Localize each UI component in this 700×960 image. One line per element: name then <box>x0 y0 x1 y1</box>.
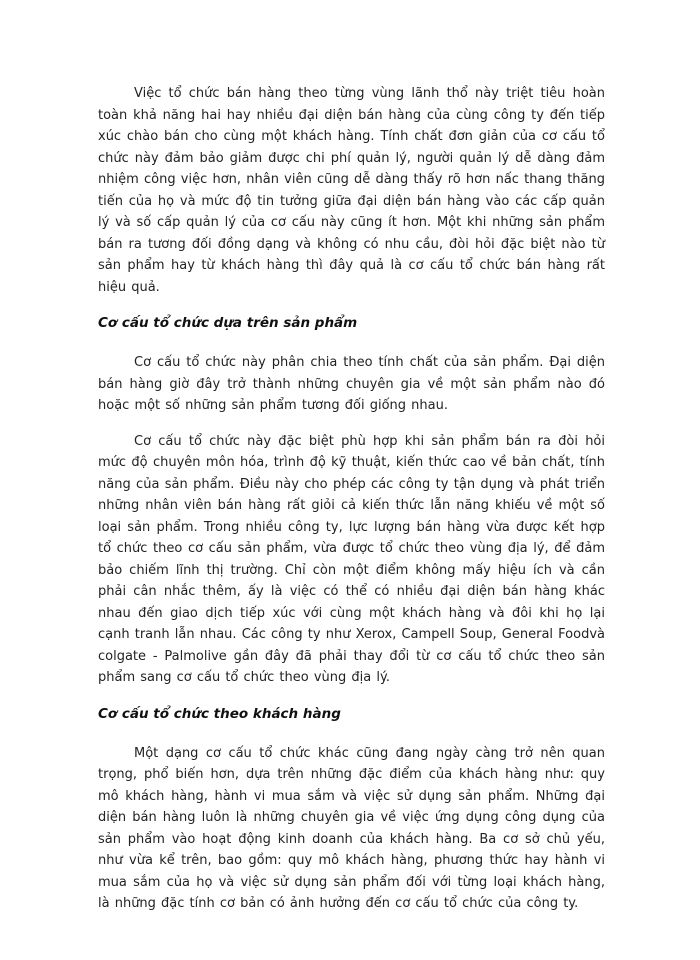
paragraph-customer-structure: Một dạng cơ cấu tổ chức khác cũng đang ngày càng trở nên quan trọng, phổ biến hơn, dựa trên những đặc điểm của khách hàng như: quy mô khách hàng, hành vi mua sắm và việc sử dụng sản phẩm. Những đại diện bán hàng luôn là những chuyên gia về việc ứng dụng công dụng của sản phẩm vào hoạt động kinh doanh của khách hàng. Ba cơ sở chủ yếu, như vừa kể trên, bao gồm: quy mô khách hàng, phương thức hay hành vi mua sắm của họ và việc sử dụng sản phẩm đối với từng loại khách hàng, là những đặc tính cơ bản có ảnh hưởng đến cơ cấu tổ chức của công ty. <box>98 745 605 911</box>
paragraph-territory-structure: Việc tổ chức bán hàng theo từng vùng lãnh thổ này triệt tiêu hoàn toàn khả năng hai hay nhiều đại diện bán hàng của cùng công ty đến tiếp xúc chào bán cho cùng một khách hàng. Tính chất đơn giản của cơ cấu tổ chức này đảm bảo giảm được chi phí quản lý, người quản lý dễ dàng đảm nhiệm công việc hơn, nhân viên cũng dễ dàng thấy rõ hơn nấc thang thăng tiến của họ và mức độ tin tưởng giữa đại diện bán hàng vào các cấp quản lý và số cấp quản lý của cơ cấu này cũng ít hơn. Một khi những sản phẩm bán ra tương đối đồng dạng và không có nhu cầu, đòi hỏi đặc biệt nào từ sản phẩm hay từ khách hàng thì đây quả là cơ cấu tổ chức bán hàng rất hiệu quả. <box>98 86 605 295</box>
section-heading-product-structure: Cơ cấu tổ chức dựa trên sản phẩm <box>98 315 358 331</box>
paragraph-product-structure-intro: Cơ cấu tổ chức này phân chia theo tính chất của sản phẩm. Đại diện bán hàng giờ đây trở thành những chuyên gia về một sản phẩm nào đó hoặc một số những sản phẩm tương đối giống nhau. <box>98 355 605 413</box>
section-heading-customer-structure: Cơ cấu tổ chức theo khách hàng <box>98 705 341 722</box>
paragraph-product-structure-detail: Cơ cấu tổ chức này đặc biệt phù hợp khi sản phẩm bán ra đòi hỏi mức độ chuyên môn hóa, trình độ kỹ thuật, kiến thức cao về bản chất, tính năng của sản phẩm. Điều này cho phép các công ty tận dụng và phát triển những nhân viên bán hàng rất giỏi cả kiến thức lẫn năng khiếu về một số loại sản phẩm. Trong nhiều công ty, lực lượng bán hàng vừa được kết hợp tổ chức theo cơ cấu sản phẩm, vừa được tổ chức theo vùng địa lý, để đảm bảo chiếm lĩnh thị trường. Chỉ còn một điểm không mấy hiệu ích và cần phải cân nhắc thêm, ấy là việc có thể có nhiều đại diện bán hàng khác nhau đến giao dịch tiếp xúc với cùng một khách hàng và đôi khi họ lại cạnh tranh lẫn nhau. Các công ty như Xerox, Campell Soup, General Foodvà colgate - Palmolive gần đây đã phải thay đổi từ cơ cấu tổ chức theo sản phẩm sang cơ cấu tổ chức theo vùng địa lý. <box>98 433 605 685</box>
